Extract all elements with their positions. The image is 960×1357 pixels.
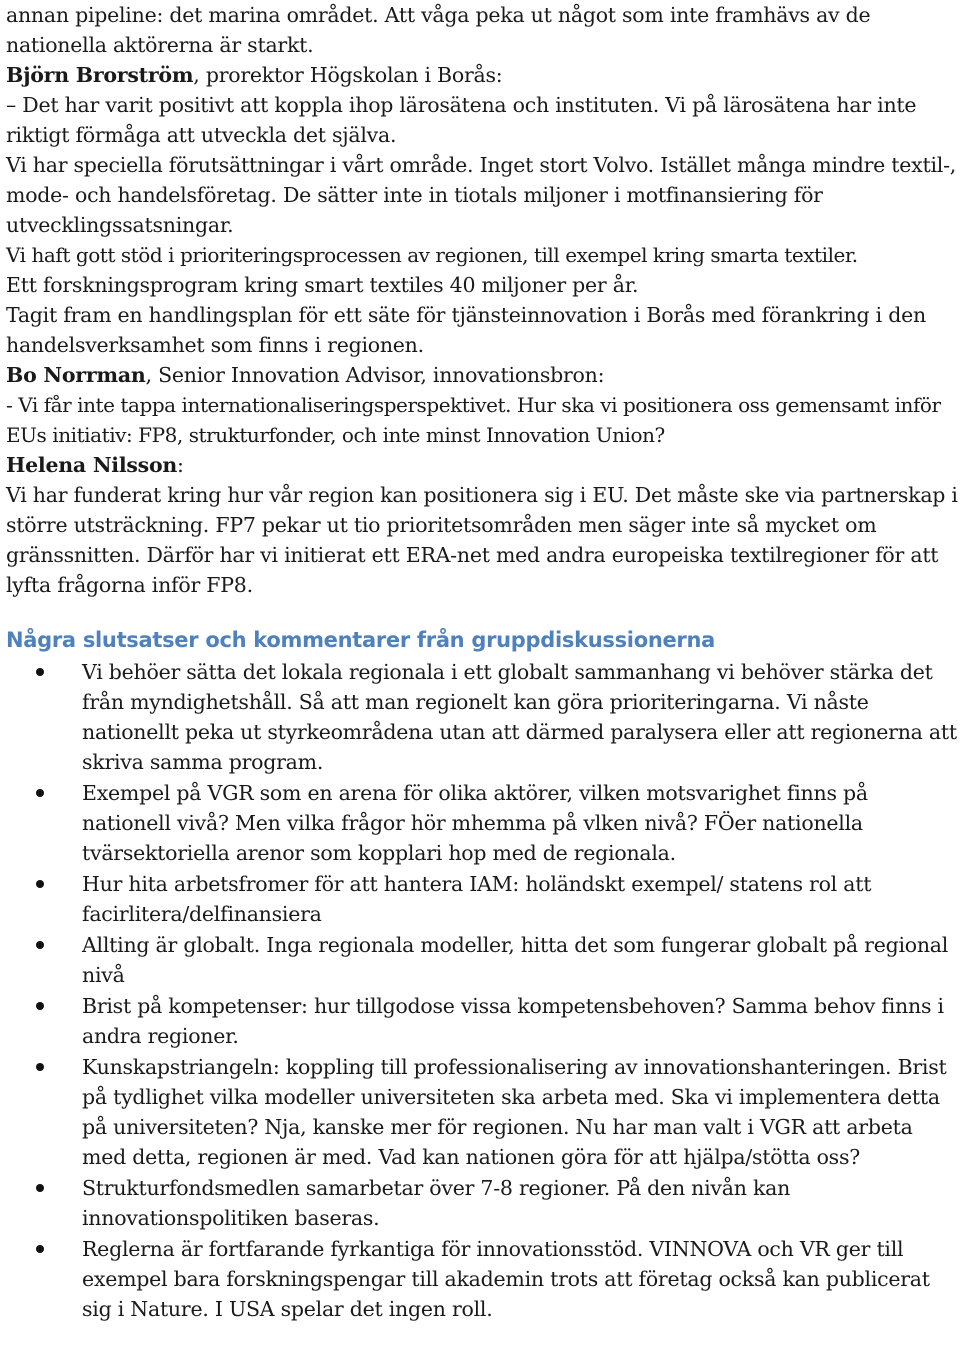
paragraph-forutsattningar: Vi har speciella förutsättningar i vårt område. Inget stort Volvo. Istället många mindre textil-, mode- och handelsföretag. De sätter inte in tiotals miljoner i motfinansiering för utvecklingssatsningar. [6,153,957,237]
list-item-text: Reglerna är fortfarande fyrkantiga för innovationsstöd. VINNOVA och VR ger till exempel bara forskningspengar till akademin trots att företag också kan publicerat sig i Nature. I USA spelar det ingen roll. [82,1237,930,1321]
speaker-name: Bo Norrman [6,363,146,387]
paragraph-handlingsplan: Tagit fram en handlingsplan för ett säte för tjänsteinnovation i Borås med förankring i den handelsverksamhet som finns i regionen. [6,303,926,357]
paragraph-prioritering: Vi haft gott stöd i prioriteringsprocessen av regionen, till exempel kring smarta textiler. [6,243,858,267]
list-item [6,778,958,868]
bullet-icon [36,1002,44,1010]
list-item-text: Kunskapstriangeln: koppling till professionalisering av innovationshanteringen. Brist på tydlighet vilka modeller universiteten ska arbeta med. Ska vi implementera detta på universiteten? Nja, kanske mer för regionen. Nu har man valt i VGR att arbeta med detta, regionen är med. Vad kan nationen göra för att hjälpa/stötta oss? [82,1055,947,1169]
speaker-line-nilsson [6,450,958,480]
document-page [6,0,958,1325]
speaker-line-brorstrom [6,60,958,90]
speaker-name: Björn Brorström [6,63,194,87]
list-item [6,1234,958,1324]
bullet-icon [36,1184,44,1192]
speaker-colon: : [177,453,184,477]
list-item [6,930,958,990]
paragraph-pipeline: annan pipeline: det marina området. Att våga peka ut något som inte framhävs av de nationella aktörerna är starkt. [6,3,871,57]
speaker-line-norrman [6,360,958,390]
speaker-role: , Senior Innovation Advisor, innovationsbron: [145,363,605,387]
paragraph-eu-position: Vi har funderat kring hur vår region kan positionera sig i EU. Det måste ske via partnerskap i större utsträckning. FP7 pekar ut tio prioritetsområden men säger inte så mycket om gränssnitten. Därför har vi initierat ett ERA-net med andra europeiska textilregioner för att lyfta frågorna inför FP8. [6,483,958,597]
list-item-text: Hur hita arbetsfromer för att hantera IAM: holändskt exempel/ statens rol att facirlitera/delfinansiera [82,872,872,926]
bullet-icon [36,668,44,676]
list-item [6,1173,958,1233]
speaker-role: , prorektor Högskolan i Borås: [193,63,503,87]
paragraph-larosatena: – Det har varit positivt att koppla ihop lärosätena och instituten. Vi på lärosätena har inte riktigt förmåga att utveckla det själva. [6,93,917,147]
bullet-icon [36,1063,44,1071]
paragraph-internationalisering: - Vi får inte tappa internationaliseringsperspektivet. Hur ska vi positionera oss gemensamt inför EUs initiativ: FP8, strukturfonder, och inte minst Innovation Union? [6,393,941,447]
list-item-text: Strukturfondsmedlen samarbetar över 7-8 regioner. På den nivån kan innovationspolitiken baseras. [82,1176,791,1230]
paragraph-forskningsprogram: Ett forskningsprogram kring smart textiles 40 miljoner per år. [6,273,639,297]
list-item-text: Allting är globalt. Inga regionala modeller, hitta det som fungerar globalt på regional nivå [82,933,949,987]
bullet-icon [36,941,44,949]
list-item [6,869,958,929]
list-item [6,991,958,1051]
list-item-text: Exempel på VGR som en arena för olika aktörer, vilken motsvarighet finns på nationell vivå? Men vilka frågor hör mhemma på vlken nivå? FÖer nationella tvärsektoriella arenor som kopplari hop med de regionala. [82,781,868,865]
list-item-text: Brist på kompetenser: hur tillgodose vissa kompetensbehoven? Samma behov finns i andra regioner. [82,994,944,1048]
bullet-icon [36,880,44,888]
bullet-icon [36,1245,44,1253]
list-item [6,1052,958,1172]
conclusions-list [6,657,958,1324]
list-item-text: Vi behöer sätta det lokala regionala i ett globalt sammanhang vi behöver stärka det från myndighetshåll. Så att man regionelt kan göra prioriteringarna. Vi nåste nationellt peka ut styrkeområdena utan att därmed paralysera eller att regionerna att skriva samma program. [82,660,957,774]
list-item [6,657,958,777]
section-heading: Några slutsatser och kommentarer från gruppdiskussionerna [6,628,715,652]
bullet-icon [36,789,44,797]
speaker-name: Helena Nilsson [6,453,178,477]
